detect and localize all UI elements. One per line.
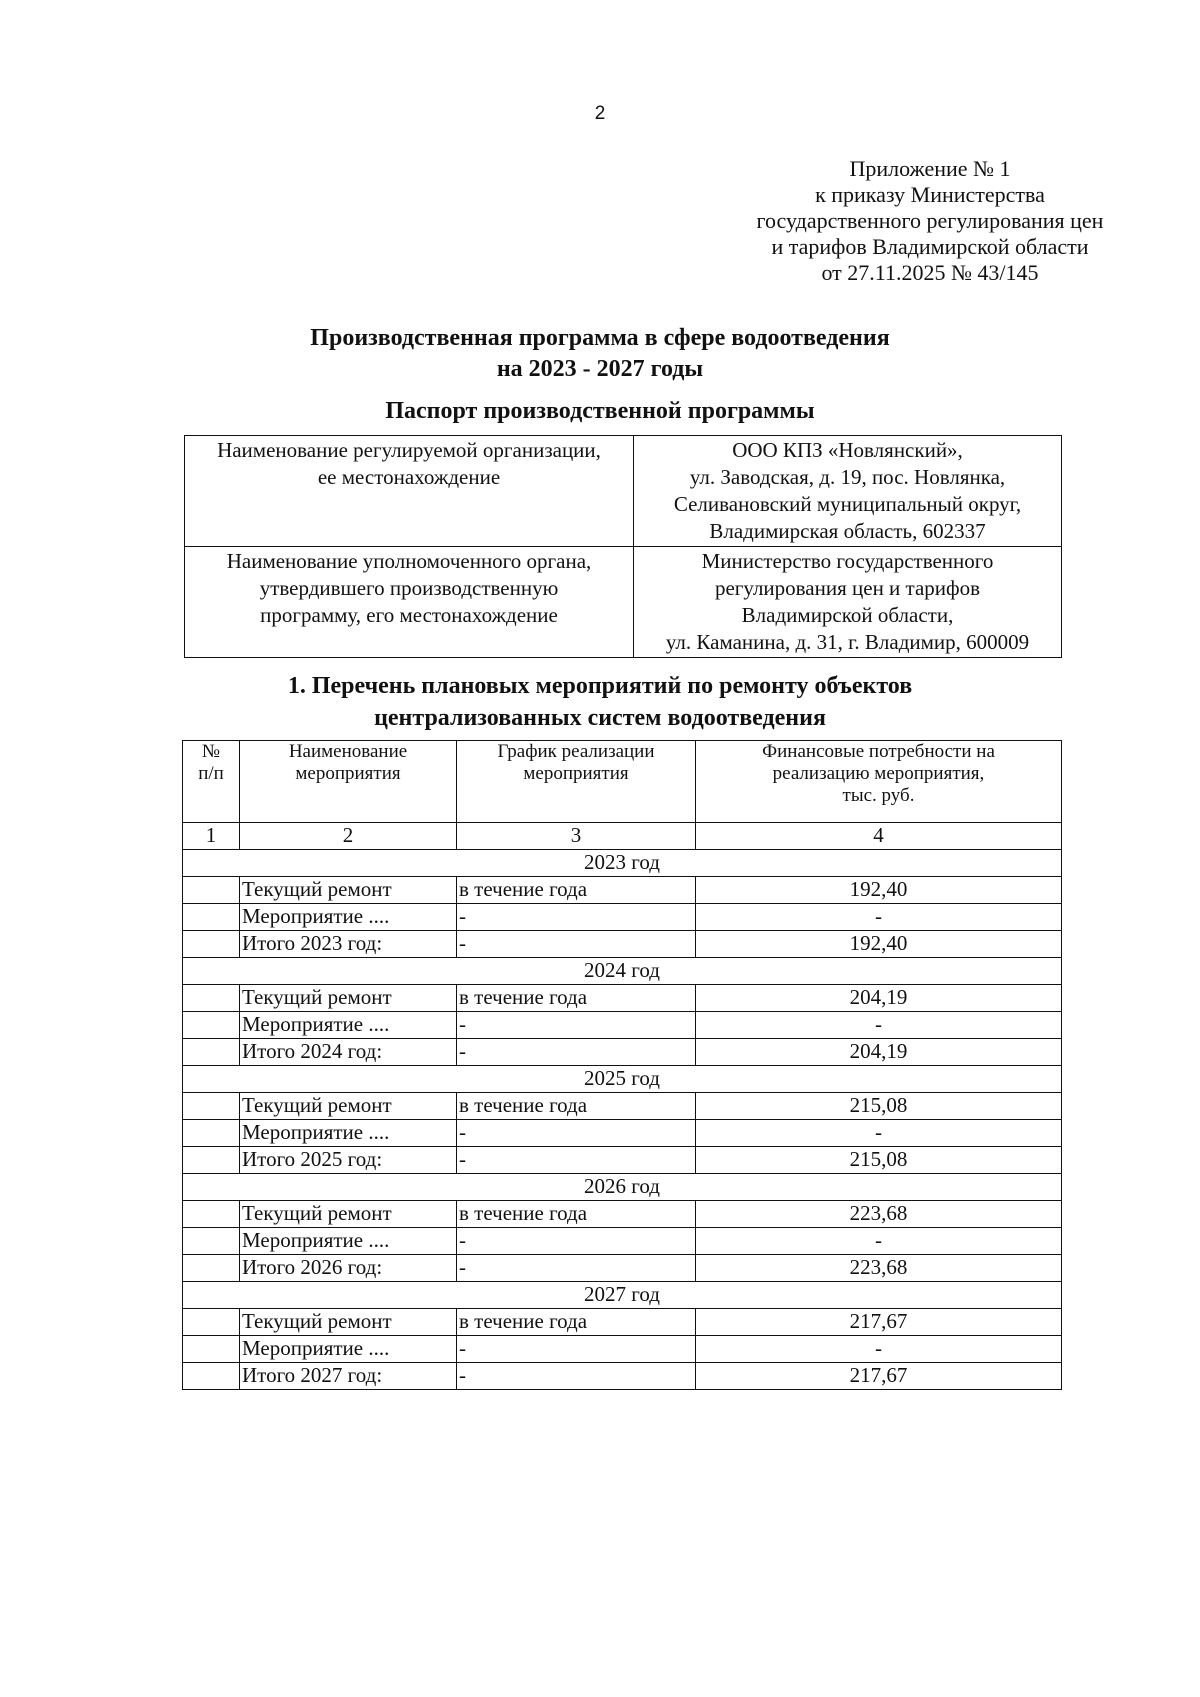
- measure-name-cell: Итого 2026 год:: [240, 1255, 457, 1282]
- schedule-cell: в течение года: [457, 1093, 696, 1120]
- measure-name-cell: Мероприятие ....: [240, 1120, 457, 1147]
- amount-cell: 223,68: [696, 1201, 1062, 1228]
- row-number-cell: [183, 1255, 240, 1282]
- text-line: п/п: [198, 763, 224, 784]
- passport-row: [185, 436, 1062, 547]
- row-number-cell: [183, 1039, 240, 1066]
- measure-name-cell: Текущий ремонт: [240, 877, 457, 904]
- table-row: [183, 1336, 1062, 1363]
- text-line: утвердившего производственную: [259, 576, 559, 600]
- passport-value-cell: [634, 547, 1062, 658]
- document-title: [0, 323, 1200, 385]
- schedule-cell: -: [457, 1228, 696, 1255]
- schedule-cell: -: [457, 1336, 696, 1363]
- schedule-cell: в течение года: [457, 1201, 696, 1228]
- schedule-cell: -: [457, 931, 696, 958]
- text-line: Наименование: [288, 741, 408, 762]
- measure-name-cell: Мероприятие ....: [240, 1228, 457, 1255]
- text-line: тыс. руб.: [842, 785, 915, 806]
- title-line: на 2023 - 2027 годы: [496, 356, 704, 382]
- amount-cell: -: [696, 1012, 1062, 1039]
- text-line: №: [201, 741, 221, 762]
- table-header-row: [183, 741, 1062, 823]
- measure-name-cell: Итого 2023 год:: [240, 931, 457, 958]
- text-line: Наименование регулируемой организации,: [217, 438, 601, 462]
- column-number-row: [183, 823, 1062, 850]
- year-label: 2024 год: [183, 958, 1062, 985]
- schedule-cell: в течение года: [457, 985, 696, 1012]
- text-line: регулирования цен и тарифов: [714, 576, 981, 600]
- row-number-cell: [183, 1228, 240, 1255]
- schedule-cell: -: [457, 904, 696, 931]
- measure-name-cell: Итого 2024 год:: [240, 1039, 457, 1066]
- schedule-cell: в течение года: [457, 1309, 696, 1336]
- text-line: Владимирской области,: [741, 603, 954, 627]
- year-row: [183, 850, 1062, 877]
- year-label: 2025 год: [183, 1066, 1062, 1093]
- amount-cell: 217,67: [696, 1309, 1062, 1336]
- amount-cell: 204,19: [696, 1039, 1062, 1066]
- row-number-cell: [183, 1147, 240, 1174]
- column-number: 4: [696, 823, 1062, 850]
- measure-name-cell: Текущий ремонт: [240, 1093, 457, 1120]
- row-number-cell: [183, 1120, 240, 1147]
- section-line: централизованных систем водоотведения: [374, 705, 826, 731]
- section-heading: [0, 670, 1200, 734]
- row-number-cell: [183, 1012, 240, 1039]
- table-row: [183, 1093, 1062, 1120]
- table-row: [183, 1012, 1062, 1039]
- passport-table: [184, 435, 1062, 658]
- measures-table: [182, 740, 1062, 1390]
- schedule-cell: -: [457, 1039, 696, 1066]
- table-row: [183, 1147, 1062, 1174]
- appendix-line: от 27.11.2025 № 43/145: [821, 260, 1039, 285]
- amount-cell: -: [696, 1336, 1062, 1363]
- column-number: 2: [240, 823, 457, 850]
- schedule-cell: -: [457, 1012, 696, 1039]
- row-number-cell: [183, 1336, 240, 1363]
- schedule-cell: -: [457, 1120, 696, 1147]
- measure-name-cell: Итого 2027 год:: [240, 1363, 457, 1390]
- schedule-cell: -: [457, 1255, 696, 1282]
- measure-name-cell: Итого 2025 год:: [240, 1147, 457, 1174]
- text-line: мероприятия: [295, 763, 401, 784]
- passport-label-cell: [185, 547, 634, 658]
- measure-name-cell: Мероприятие ....: [240, 1336, 457, 1363]
- table-row: [183, 1039, 1062, 1066]
- table-row: [183, 1201, 1062, 1228]
- column-number: 3: [457, 823, 696, 850]
- table-row: [183, 985, 1062, 1012]
- title-line: Производственная программа в сфере водоотведения: [310, 325, 890, 351]
- amount-cell: 192,40: [696, 931, 1062, 958]
- measure-name-cell: Текущий ремонт: [240, 1201, 457, 1228]
- table-row: [183, 1309, 1062, 1336]
- passport-heading: Паспорт производственной программы: [385, 398, 815, 424]
- appendix-line: и тарифов Владимирской области: [771, 234, 1089, 259]
- amount-cell: 204,19: [696, 985, 1062, 1012]
- text-line: Селивановский муниципальный округ,: [673, 492, 1022, 516]
- text-line: Министерство государственного: [701, 549, 994, 573]
- schedule-cell: в течение года: [457, 877, 696, 904]
- amount-cell: -: [696, 1120, 1062, 1147]
- text-line: программу, его местонахождение: [260, 603, 558, 627]
- header-cell: [457, 741, 696, 823]
- row-number-cell: [183, 1201, 240, 1228]
- column-number: 1: [183, 823, 240, 850]
- text-line: реализацию мероприятия,: [772, 763, 985, 784]
- table-row: [183, 1228, 1062, 1255]
- table-row: [183, 1363, 1062, 1390]
- amount-cell: 215,08: [696, 1147, 1062, 1174]
- table-row: [183, 1255, 1062, 1282]
- amount-cell: 217,67: [696, 1363, 1062, 1390]
- header-cell: [240, 741, 457, 823]
- text-line: ООО КПЗ «Новлянский»,: [732, 438, 963, 462]
- row-number-cell: [183, 1309, 240, 1336]
- table-row: [183, 877, 1062, 904]
- text-line: График реализации: [497, 741, 655, 762]
- amount-cell: -: [696, 1228, 1062, 1255]
- row-number-cell: [183, 904, 240, 931]
- appendix-line: к приказу Министерства: [815, 182, 1045, 207]
- section-line: 1. Перечень плановых мероприятий по ремонту объектов: [287, 673, 913, 699]
- table-row: [183, 904, 1062, 931]
- measure-name-cell: Мероприятие ....: [240, 904, 457, 931]
- appendix-line: государственного регулирования цен: [756, 208, 1104, 233]
- header-cell: [183, 741, 240, 823]
- text-line: Финансовые потребности на: [762, 741, 995, 762]
- text-line: ул. Заводская, д. 19, пос. Новлянка,: [689, 465, 1006, 489]
- table-row: [183, 1120, 1062, 1147]
- year-label: 2027 год: [183, 1282, 1062, 1309]
- text-line: мероприятия: [523, 763, 629, 784]
- row-number-cell: [183, 985, 240, 1012]
- measure-name-cell: Текущий ремонт: [240, 1309, 457, 1336]
- measure-name-cell: Мероприятие ....: [240, 1012, 457, 1039]
- measure-name-cell: Текущий ремонт: [240, 985, 457, 1012]
- page-number: 2: [594, 103, 606, 124]
- schedule-cell: -: [457, 1363, 696, 1390]
- text-line: Владимирская область, 602337: [709, 519, 986, 543]
- appendix-block: [720, 156, 1140, 286]
- passport-label-cell: [185, 436, 634, 547]
- year-label: 2026 год: [183, 1174, 1062, 1201]
- year-row: [183, 1066, 1062, 1093]
- passport-row: [185, 547, 1062, 658]
- appendix-line: Приложение № 1: [849, 156, 1011, 181]
- row-number-cell: [183, 1363, 240, 1390]
- row-number-cell: [183, 1093, 240, 1120]
- schedule-cell: -: [457, 1147, 696, 1174]
- year-row: [183, 1174, 1062, 1201]
- row-number-cell: [183, 877, 240, 904]
- year-label: 2023 год: [183, 850, 1062, 877]
- row-number-cell: [183, 931, 240, 958]
- amount-cell: -: [696, 904, 1062, 931]
- header-cell: [696, 741, 1062, 823]
- amount-cell: 215,08: [696, 1093, 1062, 1120]
- passport-value-cell: [634, 436, 1062, 547]
- text-line: ул. Каманина, д. 31, г. Владимир, 600009: [665, 630, 1030, 654]
- year-row: [183, 1282, 1062, 1309]
- amount-cell: 223,68: [696, 1255, 1062, 1282]
- amount-cell: 192,40: [696, 877, 1062, 904]
- table-row: [183, 931, 1062, 958]
- year-row: [183, 958, 1062, 985]
- text-line: ее местонахождение: [317, 465, 501, 489]
- text-line: Наименование уполномоченного органа,: [226, 549, 592, 573]
